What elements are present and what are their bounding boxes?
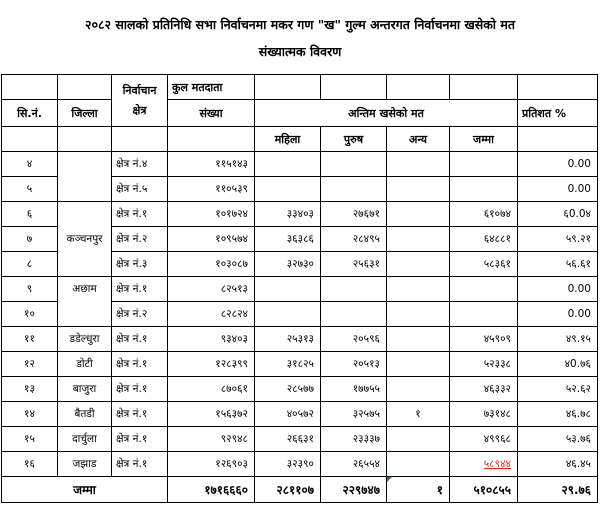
comment-indicator-icon: [387, 477, 392, 482]
cell-total[interactable]: ६१०७४: [450, 202, 518, 227]
cell-total[interactable]: ४५९०९: [450, 327, 518, 352]
cell-percent[interactable]: ४६.७८: [518, 402, 598, 427]
cell-sn[interactable]: १४: [2, 402, 58, 427]
table-row: [2, 277, 598, 302]
cell-percent[interactable]: ४६.४५: [518, 452, 598, 477]
header-row-3: [2, 127, 598, 152]
cell-total[interactable]: [450, 152, 518, 177]
table-row: [2, 352, 598, 377]
header-final-votes[interactable]: अन्तिम खसेको मत: [255, 100, 518, 127]
cell-constituency[interactable]: क्षेत्र नं.१: [112, 427, 168, 452]
header-cell-empty[interactable]: [112, 127, 168, 152]
table-row: [2, 377, 598, 402]
cell-district[interactable]: [58, 177, 112, 202]
cell-female[interactable]: [255, 177, 321, 202]
header-percent[interactable]: प्रतिशत %: [518, 100, 598, 127]
cell-voters[interactable]: ८२८२४: [168, 302, 255, 327]
cell-constituency[interactable]: क्षेत्र नं.१: [112, 402, 168, 427]
header-constituency[interactable]: निर्वाचान क्षेत्र: [112, 75, 168, 127]
cell-other[interactable]: [387, 177, 450, 202]
cell-constituency[interactable]: क्षेत्र नं.३: [112, 252, 168, 277]
cell-female[interactable]: ३१८२५: [255, 352, 321, 377]
cell-female[interactable]: ३६३८६: [255, 227, 321, 252]
cell-percent[interactable]: ४0.७६: [518, 352, 598, 377]
table-row: [2, 302, 598, 327]
cell-total[interactable]: ५८३६१: [450, 252, 518, 277]
cell-female[interactable]: ३३४०३: [255, 202, 321, 227]
cell-total[interactable]: ४६३३२: [450, 377, 518, 402]
header-total-voters-line2[interactable]: संख्या: [168, 100, 255, 127]
cell-other[interactable]: [387, 327, 450, 352]
header-cell-empty[interactable]: [2, 75, 58, 100]
cell-voters[interactable]: १५६३७२: [168, 402, 255, 427]
cell-voters[interactable]: ११५१४३: [168, 152, 255, 177]
cell-male[interactable]: ३२५७५: [321, 402, 387, 427]
cell-male[interactable]: २६५५४: [321, 452, 387, 477]
total-label[interactable]: जम्मा: [2, 477, 168, 503]
cell-district[interactable]: कञ्चनपुर: [58, 227, 112, 252]
total-male[interactable]: २२९७४७: [321, 477, 387, 503]
total-voters[interactable]: १७१६६६०: [168, 477, 255, 503]
cell-other[interactable]: [387, 377, 450, 402]
header-row-1: [2, 75, 598, 100]
header-cell-empty[interactable]: [450, 75, 518, 100]
cell-total[interactable]: [450, 302, 518, 327]
cell-other[interactable]: १: [387, 402, 450, 427]
table-row: [2, 152, 598, 177]
header-cell-empty[interactable]: [387, 75, 450, 100]
cell-voters[interactable]: १२८३९९: [168, 352, 255, 377]
cell-percent[interactable]: ४९.१५: [518, 327, 598, 352]
cell-male[interactable]: २५६३१: [321, 252, 387, 277]
cell-sn[interactable]: ५: [2, 177, 58, 202]
cell-district[interactable]: अछाम: [58, 277, 112, 302]
table-row: [2, 177, 598, 202]
table-row: [2, 327, 598, 352]
cell-male[interactable]: [321, 277, 387, 302]
cell-other[interactable]: [387, 302, 450, 327]
cell-male[interactable]: [321, 302, 387, 327]
cell-male[interactable]: १७७५५: [321, 377, 387, 402]
header-cell-empty[interactable]: [58, 127, 112, 152]
cell-constituency[interactable]: क्षेत्र नं.१: [112, 452, 168, 477]
header-cell-empty[interactable]: [518, 75, 598, 100]
cell-sn[interactable]: ८: [2, 252, 58, 277]
cell-voters[interactable]: १०९५७४: [168, 227, 255, 252]
cell-percent[interactable]: ६0.0४: [518, 202, 598, 227]
total-female[interactable]: २८११०७: [255, 477, 321, 503]
cell-constituency[interactable]: क्षेत्र नं.१: [112, 352, 168, 377]
cell-district[interactable]: डोटी: [58, 352, 112, 377]
cell-sn[interactable]: ७: [2, 227, 58, 252]
cell-sn[interactable]: ४: [2, 152, 58, 177]
cell-constituency[interactable]: क्षेत्र नं.१: [112, 327, 168, 352]
cell-male[interactable]: २०५९६: [321, 327, 387, 352]
header-other[interactable]: अन्य: [387, 127, 450, 152]
vote-table: [1, 74, 598, 503]
cell-voters[interactable]: १०३०८७: [168, 252, 255, 277]
cell-female[interactable]: ४०५७२: [255, 402, 321, 427]
cell-voters[interactable]: ११०५३९: [168, 177, 255, 202]
cell-total[interactable]: ७३१४८: [450, 402, 518, 427]
cell-female[interactable]: ३२३९०: [255, 452, 321, 477]
cell-total[interactable]: ६४८८१: [450, 227, 518, 252]
cell-other[interactable]: [387, 452, 450, 477]
cell-other[interactable]: [387, 202, 450, 227]
cell-constituency[interactable]: क्षेत्र नं.१: [112, 202, 168, 227]
cell-district[interactable]: [58, 252, 112, 277]
cell-sn[interactable]: ६: [2, 202, 58, 227]
total-sum[interactable]: ५१०८५५: [450, 477, 518, 503]
cell-sn[interactable]: ९: [2, 277, 58, 302]
cell-sn[interactable]: १०: [2, 302, 58, 327]
cell-total[interactable]: ५२३३८: [450, 352, 518, 377]
cell-voters[interactable]: ८७०६१: [168, 377, 255, 402]
cell-other[interactable]: [387, 227, 450, 252]
total-row: [2, 477, 598, 503]
table-row: [2, 402, 598, 427]
cell-other[interactable]: [387, 277, 450, 302]
cell-sn[interactable]: १५: [2, 427, 58, 452]
header-male[interactable]: पुरुष: [321, 127, 387, 152]
cell-percent[interactable]: ५२.६२: [518, 377, 598, 402]
header-sn[interactable]: सि.नं.: [2, 100, 58, 127]
cell-voters[interactable]: ९२९४८: [168, 427, 255, 452]
header-total[interactable]: जम्मा: [450, 127, 518, 152]
table-row: [2, 452, 598, 477]
cell-sn[interactable]: १६: [2, 452, 58, 477]
cell-district[interactable]: जझाड: [58, 452, 112, 477]
cell-percent[interactable]: 0.00: [518, 302, 598, 327]
header-cell-empty[interactable]: [518, 127, 598, 152]
cell-percent[interactable]: ५९.२१: [518, 227, 598, 252]
header-cell-empty[interactable]: [321, 75, 387, 100]
header-row-2: [2, 100, 598, 127]
cell-male[interactable]: [321, 177, 387, 202]
cell-other[interactable]: [387, 152, 450, 177]
report-subtitle: संख्यात्मक विवरण: [258, 44, 342, 59]
cell-constituency[interactable]: क्षेत्र नं.५: [112, 177, 168, 202]
cell-constituency[interactable]: क्षेत्र नं.२: [112, 227, 168, 252]
cell-other[interactable]: [387, 427, 450, 452]
cell-female[interactable]: [255, 277, 321, 302]
cell-total[interactable]: [450, 277, 518, 302]
cell-constituency[interactable]: क्षेत्र नं.४: [112, 152, 168, 177]
header-cell-empty[interactable]: [168, 127, 255, 152]
cell-constituency[interactable]: क्षेत्र नं.१: [112, 377, 168, 402]
header-cell-empty[interactable]: [255, 75, 321, 100]
cell-female[interactable]: ३२७३०: [255, 252, 321, 277]
table-row: [2, 202, 598, 227]
cell-voters[interactable]: १२६९०३: [168, 452, 255, 477]
cell-male[interactable]: २८४९५: [321, 227, 387, 252]
cell-district[interactable]: [58, 302, 112, 327]
table-row: [2, 252, 598, 277]
header-cell-empty[interactable]: [2, 127, 58, 152]
cell-female[interactable]: [255, 152, 321, 177]
cell-district[interactable]: डडेल्धुरा: [58, 327, 112, 352]
cell-male[interactable]: २७६७१: [321, 202, 387, 227]
header-district[interactable]: जिल्ला: [58, 100, 112, 127]
cell-district[interactable]: बैतडी: [58, 402, 112, 427]
cell-total[interactable]: [450, 177, 518, 202]
total-other[interactable]: १: [387, 477, 450, 503]
cell-female[interactable]: २६६३१: [255, 427, 321, 452]
cell-district[interactable]: बाजुरा: [58, 377, 112, 402]
cell-male[interactable]: २३३३७: [321, 427, 387, 452]
cell-voters[interactable]: १०१७२४: [168, 202, 255, 227]
cell-other[interactable]: [387, 252, 450, 277]
cell-sn[interactable]: ११: [2, 327, 58, 352]
cell-female[interactable]: २५३१३: [255, 327, 321, 352]
header-female[interactable]: महिला: [255, 127, 321, 152]
table-row: [2, 227, 598, 252]
cell-constituency[interactable]: क्षेत्र नं.१: [112, 277, 168, 302]
cell-voters[interactable]: ८२५१३: [168, 277, 255, 302]
cell-percent[interactable]: ५६.६१: [518, 252, 598, 277]
header-cell-empty[interactable]: [58, 75, 112, 100]
table-body: [2, 152, 598, 477]
cell-female[interactable]: [255, 302, 321, 327]
cell-voters[interactable]: ९३४०३: [168, 327, 255, 352]
cell-female[interactable]: २८५७७: [255, 377, 321, 402]
cell-percent[interactable]: 0.00: [518, 177, 598, 202]
cell-male[interactable]: २०५१३: [321, 352, 387, 377]
cell-sn[interactable]: १२: [2, 352, 58, 377]
cell-percent[interactable]: 0.00: [518, 277, 598, 302]
cell-sn[interactable]: १३: [2, 377, 58, 402]
total-percent[interactable]: २९.७६: [518, 477, 598, 503]
cell-other[interactable]: [387, 352, 450, 377]
cell-district[interactable]: [58, 202, 112, 227]
cell-district[interactable]: दार्चुला: [58, 427, 112, 452]
cell-total[interactable]: ४९९६८: [450, 427, 518, 452]
cell-percent[interactable]: ५३.७६: [518, 427, 598, 452]
cell-total[interactable]: ५८९४४: [450, 452, 518, 477]
table-row: [2, 427, 598, 452]
cell-district[interactable]: [58, 152, 112, 177]
cell-male[interactable]: [321, 152, 387, 177]
cell-percent[interactable]: 0.00: [518, 152, 598, 177]
header-total-voters-line1[interactable]: कुल मतदाता: [168, 75, 255, 100]
report-title: २०८२ सालको प्रतिनिधि सभा निर्वाचनमा मकर गण "ख" गुल्म अन्तरगत निर्वाचनमा खसेको मत: [85, 17, 515, 32]
cell-constituency[interactable]: क्षेत्र नं.२: [112, 302, 168, 327]
